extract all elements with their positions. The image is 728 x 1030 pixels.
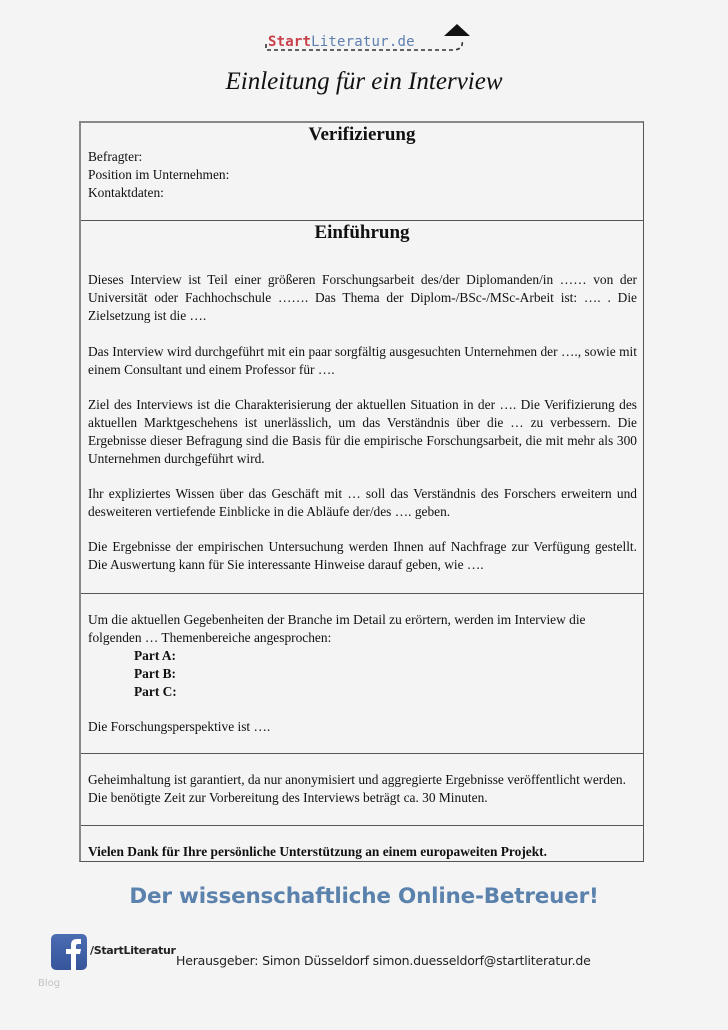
field-respondent: Befragter: [88,149,143,164]
topic-part-c: Part C: [134,684,177,699]
intro-paragraph: Das Interview wird durchgeführt mit ein paar sorgfältig ausgesuchten Unternehmen der …., sowie mit einem Consultant und einem Professor für …. [88,344,637,377]
thanks-text: Vielen Dank für Ihre persönliche Unterstützung an einem europaweiten Projekt. [88,844,547,859]
upload-arrow-icon [444,24,470,36]
intro-paragraph: Ihr expliziertes Wissen über das Geschäft mit … soll das Verständnis des Forschers erweitern und desweiteren vertiefende Einblicke in die Abläufe der/des …. geben. [88,486,637,519]
interview-form-table [79,121,644,862]
startliteratur-logo[interactable] [254,22,474,58]
topic-part-b: Part B: [134,666,177,681]
blog-watermark: Blog [38,978,61,989]
intro-paragraph: Dieses Interview ist Teil einer größeren Forschungsarbeit des/der Diplomanden/in …… von der Universität oder Fachhochschule ……. Das Thema der Diplom-/BSc-/MSc-Arbeit ist: …. . Die Zielsetzung ist die …. [88,272,637,323]
confidentiality-text: Geheimhaltung ist garantiert, da nur anonymisiert und aggregierte Ergebnisse veröffentlicht werden. Die benötigte Zeit zur Vorbereitung des Interviews beträgt ca. 30 Minuten. [88,772,626,805]
research-perspective: Die Forschungsperspektive ist …. [88,719,271,734]
intro-paragraph: Die Ergebnisse der empirischen Untersuchung werden Ihnen auf Nachfrage zur Verfügung gestellt. Die Auswertung kann für Sie interessante Hinweise darauf geben, wie …. [88,539,637,572]
confidentiality-section [81,754,643,826]
logo-text: StartLiteratur.de [268,34,415,50]
intro-paragraph: Ziel des Interviews ist die Charakterisierung der aktuellen Situation in der …. Die Verifizierung des aktuellen Marktgeschehens ist unerlässlich, um das Verständnis über die … zu verbessern. Die Ergebnisse dieser Befragung sind die Basis für die empirische Forschungsarbeit, die mit mehr als 300 Unternehmen durchgeführt wird. [88,397,637,466]
verification-heading: Verifizierung [308,124,416,145]
thanks-section [81,826,643,861]
facebook-icon[interactable] [51,934,87,970]
tagline: Der wissenschaftliche Online-Betreuer! [129,884,599,909]
field-position: Position im Unternehmen: [88,167,230,182]
topics-section [81,594,643,754]
publisher-info: Herausgeber: Simon Düsseldorf simon.duesseldorf@startliteratur.de [176,953,591,968]
topics-intro: Um die aktuellen Gegebenheiten der Branche im Detail zu erörtern, werden im Interview die folgenden … Themenbereiche angesprochen: [88,612,586,645]
verification-section [81,123,643,221]
introduction-heading: Einführung [314,222,410,243]
field-contact: Kontaktdaten: [88,185,164,200]
facebook-f-glyph [51,934,87,970]
introduction-section [81,221,643,594]
document-title: Einleitung für ein Interview [225,68,503,95]
facebook-handle-link[interactable]: /StartLiteratur [90,944,176,957]
topic-part-a: Part A: [134,648,177,663]
